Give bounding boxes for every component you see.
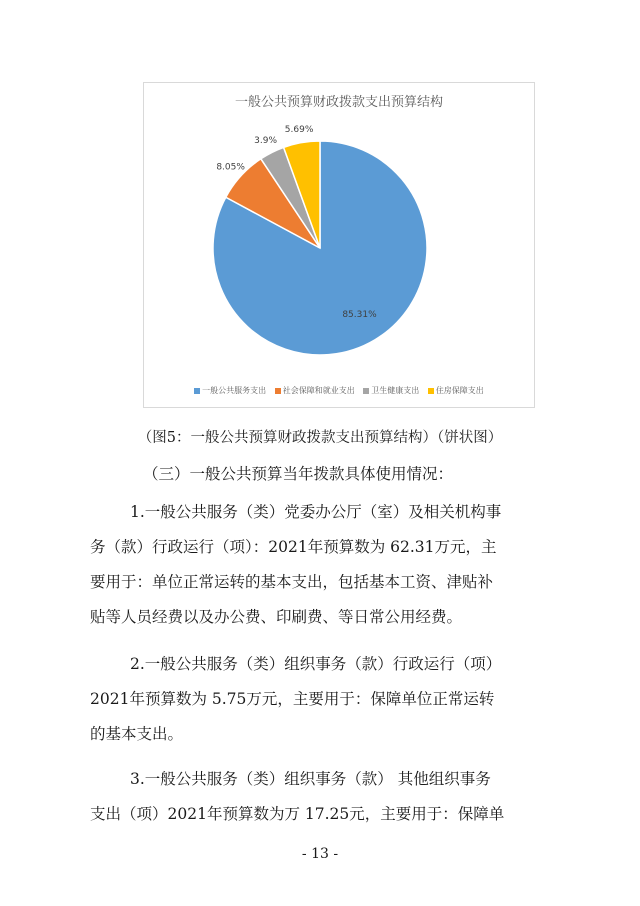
chart-legend xyxy=(144,385,534,396)
section-heading: （三）一般公共预算当年拨款具体使用情况： xyxy=(143,465,454,483)
legend-label: 卫生健康支出 xyxy=(371,386,420,395)
paragraph-line: 务（款）行政运行（项）：2021年预算数为 62.31万元，主 xyxy=(90,538,497,556)
paragraph-line: 贴等人员经费以及办公费、印刷费、等日常公用经费。 xyxy=(90,608,463,626)
paragraph-2 xyxy=(90,647,550,752)
paragraph-line: 2.一般公共服务（类）组织事务（款）行政运行（项） xyxy=(130,655,502,673)
paragraph-line: 支出（项）2021年预算数为万 17.25元，主要用于：保障单 xyxy=(90,805,505,823)
paragraph-3 xyxy=(90,762,550,832)
pie-data-label: 5.69% xyxy=(284,124,314,135)
legend-swatch-2 xyxy=(363,388,369,394)
page-number: - 13 - xyxy=(301,846,339,862)
pie-data-label: 8.05% xyxy=(216,162,245,173)
legend-label: 一般公共服务支出 xyxy=(202,386,267,395)
paragraph-line: 3.一般公共服务（类）组织事务（款） 其他组织事务 xyxy=(130,770,491,788)
legend-item xyxy=(194,385,266,396)
legend-item xyxy=(363,385,419,396)
legend-label: 社会保障和就业支出 xyxy=(282,386,355,395)
chart-title: 一般公共预算财政拨款支出预算结构 xyxy=(234,95,443,110)
paragraph-line: 要用于：单位正常运转的基本支出，包括基本工资、津贴补 xyxy=(90,573,494,591)
pie-data-label: 3.9% xyxy=(254,135,278,146)
paragraph-line: 的基本支出。 xyxy=(90,725,184,743)
pie-chart-svg xyxy=(144,83,534,407)
pie-chart xyxy=(143,82,535,408)
paragraph-line: 1.一般公共服务（类）党委办公厅（室）及相关机构事 xyxy=(130,503,502,521)
legend-label: 住房保障支出 xyxy=(435,386,484,395)
figure-caption: （图5：一般公共预算财政拨款支出预算结构）（饼状图） xyxy=(137,430,503,446)
pie-data-label: 85.31% xyxy=(342,310,377,321)
legend-item xyxy=(428,385,484,396)
paragraph-line: 2021年预算数为 5.75万元，主要用于：保障单位正常运转 xyxy=(90,690,495,708)
legend-swatch-1 xyxy=(275,388,281,394)
legend-swatch-0 xyxy=(194,388,200,394)
paragraph-1 xyxy=(90,495,550,635)
legend-item xyxy=(275,385,355,396)
legend-swatch-3 xyxy=(428,388,434,394)
